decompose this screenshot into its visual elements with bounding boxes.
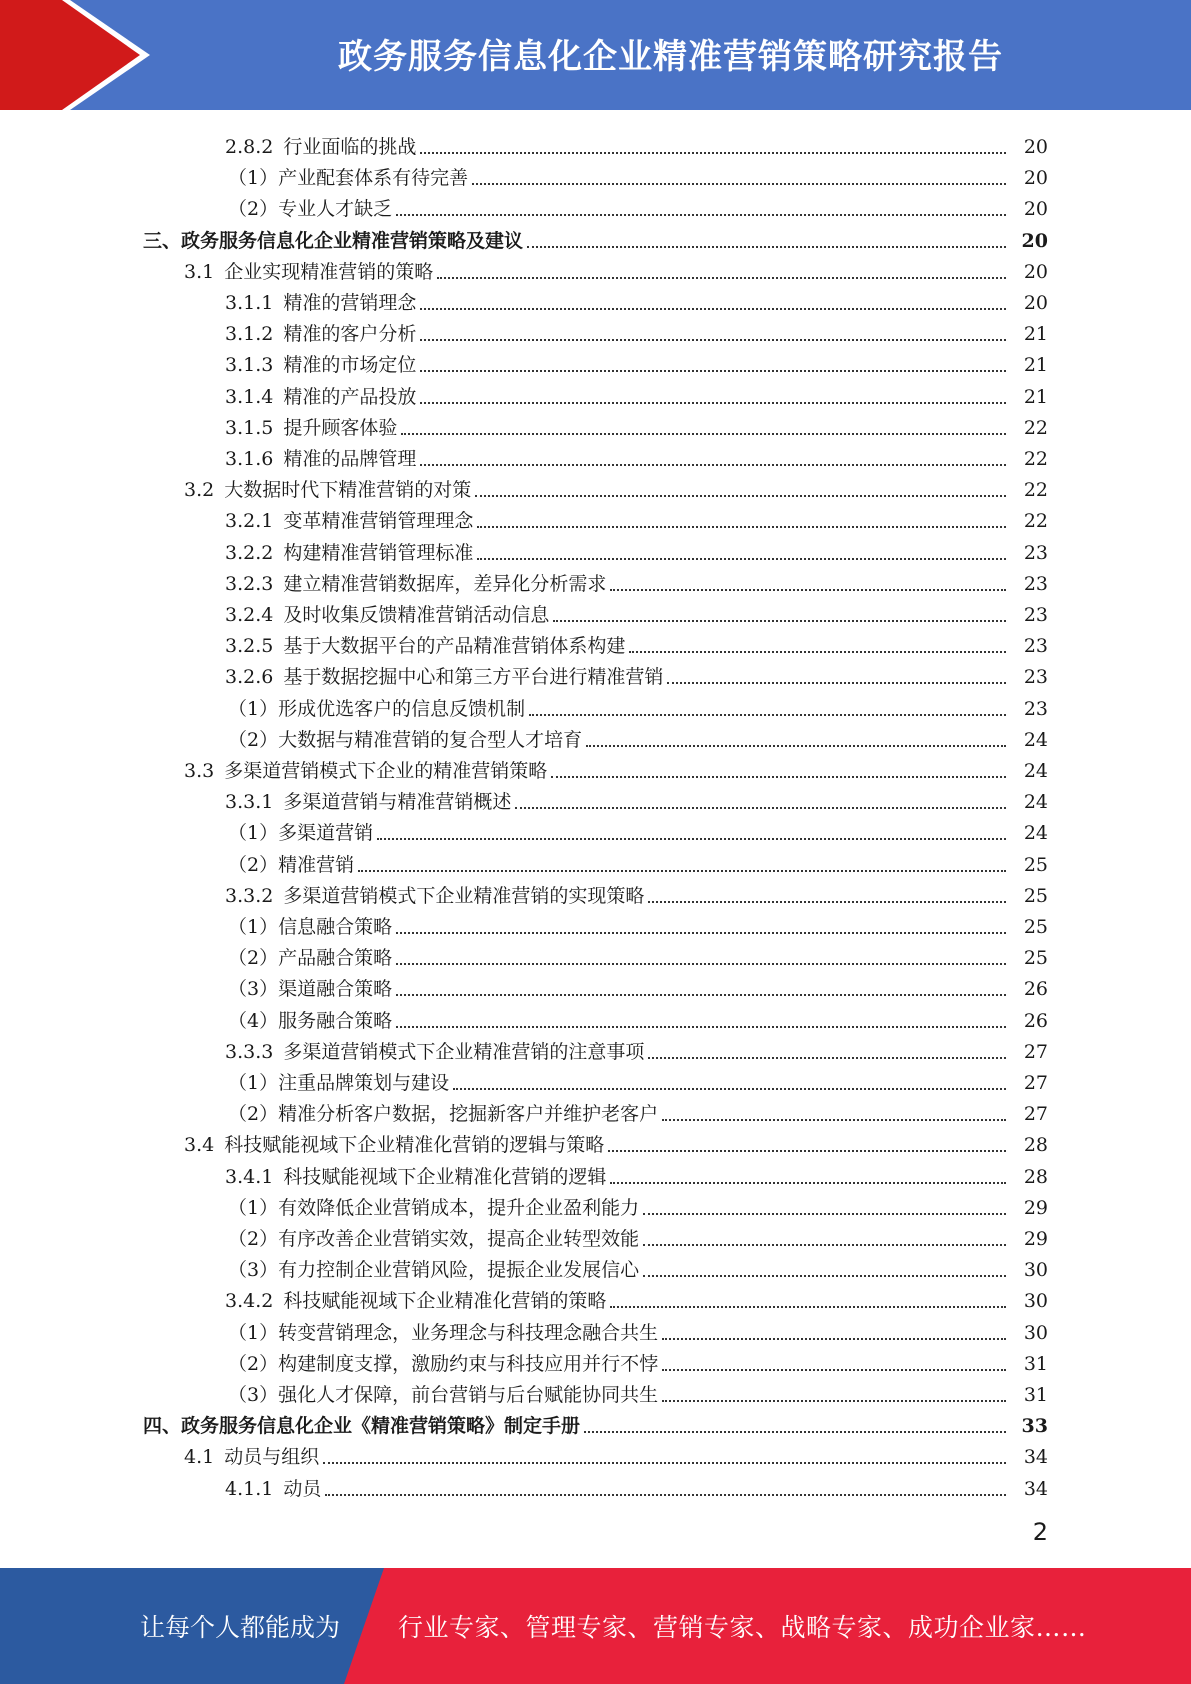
toc-entry-title: 基于大数据平台的产品精准营销体系构建 xyxy=(283,635,626,658)
toc-dot-leader xyxy=(529,712,1006,716)
toc-entry-number: 3.2 xyxy=(184,479,215,502)
toc-entry-page: 23 xyxy=(1023,697,1048,720)
toc-entry-title: 动员与组织 xyxy=(224,1446,320,1469)
toc-entry-page: 27 xyxy=(1023,1040,1048,1063)
toc-dot-leader xyxy=(553,618,1006,622)
toc-entry-number: （1） xyxy=(228,1321,279,1344)
toc-dot-leader xyxy=(643,1211,1006,1215)
toc-entry-title: 专业人才缺乏 xyxy=(278,198,393,221)
toc-entry-page: 20 xyxy=(1023,292,1048,314)
toc-entry-number: 四、 xyxy=(143,1415,182,1438)
toc-entry-page: 30 xyxy=(1023,1259,1048,1282)
toc-dot-leader xyxy=(475,493,1006,497)
toc-entry-page: 20 xyxy=(1023,167,1048,190)
toc-entry-number: （1） xyxy=(228,1072,279,1094)
toc-entry[interactable] xyxy=(0,1095,1191,1126)
toc-entry-number: （2） xyxy=(228,1352,279,1375)
toc-dot-leader xyxy=(420,306,1006,310)
toc-entry-page: 23 xyxy=(1023,635,1048,658)
toc-entry-title: 服务融合策略 xyxy=(278,1009,393,1032)
toc-entry[interactable] xyxy=(0,970,1191,1001)
toc-dot-leader xyxy=(437,275,1006,279)
toc-dot-leader xyxy=(551,774,1006,778)
toc-entry[interactable] xyxy=(0,471,1191,502)
toc-dot-leader xyxy=(515,805,1006,809)
toc-entry-number: 3.1.4 xyxy=(225,385,274,408)
toc-entry[interactable] xyxy=(0,440,1191,471)
toc-entry[interactable] xyxy=(0,1158,1191,1189)
toc-dot-leader xyxy=(453,1086,1006,1090)
toc-entry-page: 29 xyxy=(1023,1196,1048,1219)
toc-dot-leader xyxy=(420,337,1006,341)
toc-entry-title: 企业实现精准营销的策略 xyxy=(224,260,434,283)
toc-entry-number: 3.1.3 xyxy=(225,354,274,377)
toc-dot-leader xyxy=(396,1024,1006,1028)
toc-entry-page: 20 xyxy=(1021,229,1048,252)
toc-dot-leader xyxy=(662,1367,1006,1371)
toc-entry-page: 25 xyxy=(1023,853,1048,876)
toc-entry-number: 3.2.6 xyxy=(225,666,274,689)
toc-entry-title: 有序改善企业营销实效，提高企业转型效能 xyxy=(278,1228,640,1250)
toc-entry[interactable] xyxy=(0,1345,1191,1376)
toc-entry[interactable] xyxy=(0,1189,1191,1220)
toc-entry-page: 24 xyxy=(1023,822,1048,845)
toc-entry-title: 大数据与精准营销的复合型人才培育 xyxy=(278,728,583,751)
toc-entry-page: 22 xyxy=(1023,479,1048,502)
toc-dot-leader xyxy=(608,1148,1006,1152)
toc-entry-page: 23 xyxy=(1023,572,1048,595)
toc-entry-title: 大数据时代下精准营销的对策 xyxy=(224,479,472,502)
toc-entry-number: （3） xyxy=(228,1259,279,1282)
toc-dot-leader xyxy=(610,587,1006,591)
toc-dot-leader xyxy=(610,1180,1006,1184)
toc-entry[interactable] xyxy=(0,159,1191,190)
toc-entry-page: 21 xyxy=(1023,354,1048,377)
toc-entry[interactable] xyxy=(0,284,1191,315)
toc-entry-title: 精准的营销理念 xyxy=(283,292,417,314)
toc-entry-number: 3.2.2 xyxy=(225,541,274,564)
toc-entry[interactable] xyxy=(0,1002,1191,1033)
toc-entry-page: 20 xyxy=(1023,260,1048,283)
toc-entry-number: 三、 xyxy=(143,229,182,252)
toc-dot-leader xyxy=(358,868,1006,872)
toc-dot-leader xyxy=(643,1242,1006,1246)
toc-entry-number: 4.1.1 xyxy=(225,1477,274,1500)
toc-entry[interactable] xyxy=(0,1407,1191,1438)
toc-entry-page: 27 xyxy=(1023,1072,1048,1094)
toc-entry[interactable] xyxy=(0,190,1191,221)
toc-entry[interactable] xyxy=(0,1376,1191,1407)
toc-entry-title: 精准分析客户数据，挖掘新客户并维护老客户 xyxy=(278,1103,659,1126)
toc-dot-leader xyxy=(420,400,1006,404)
header-title: 政务服务信息化企业精准营销策略研究报告 xyxy=(338,36,1003,77)
toc-entry-number: （2） xyxy=(228,947,279,970)
toc-entry-number: （3） xyxy=(228,978,279,1001)
toc-entry[interactable] xyxy=(0,502,1191,533)
toc-entry-title: 构建精准营销管理标准 xyxy=(283,541,474,564)
toc-entry-page: 22 xyxy=(1023,510,1048,533)
toc-entry-title: 构建制度支撑，激励约束与科技应用并行不悖 xyxy=(278,1352,659,1375)
toc-entry-number: （2） xyxy=(228,728,279,751)
toc-entry-page: 28 xyxy=(1023,1134,1048,1157)
toc-entry-page: 34 xyxy=(1023,1477,1048,1500)
toc-entry-page: 31 xyxy=(1023,1384,1048,1406)
toc-dot-leader xyxy=(377,836,1006,840)
toc-dot-leader xyxy=(662,1398,1006,1402)
toc-entry-page: 20 xyxy=(1023,198,1048,221)
toc-entry-title: 行业面临的挑战 xyxy=(283,136,417,158)
page-number: 2 xyxy=(1032,1518,1048,1546)
toc-entry-number: 4.1 xyxy=(184,1446,215,1469)
toc-entry-number: （3） xyxy=(228,1384,279,1406)
toc-entry-title: 精准营销 xyxy=(278,853,355,876)
toc-entry-title: 有力控制企业营销风险，提振企业发展信心 xyxy=(278,1259,640,1282)
toc-entry-number: 3.2.3 xyxy=(225,572,274,595)
toc-entry-title: 精准的品牌管理 xyxy=(283,448,417,470)
toc-dot-leader xyxy=(396,212,1006,216)
page-header xyxy=(0,0,1191,110)
toc-entry[interactable] xyxy=(0,721,1191,752)
toc-entry-title: 科技赋能视域下企业精准化营销的逻辑与策略 xyxy=(224,1134,605,1157)
toc-dot-leader xyxy=(648,1055,1006,1059)
toc-entry[interactable] xyxy=(0,565,1191,596)
toc-entry[interactable] xyxy=(0,1033,1191,1064)
toc-entry-title: 产业配套体系有待完善 xyxy=(278,167,469,190)
toc-entry-title: 多渠道营销 xyxy=(278,822,374,845)
toc-dot-leader xyxy=(610,1304,1006,1308)
toc-dot-leader xyxy=(420,150,1006,154)
toc-entry-page: 25 xyxy=(1023,947,1048,970)
toc-entry-title: 精准的产品投放 xyxy=(283,385,417,408)
toc-dot-leader xyxy=(477,524,1006,528)
toc-entry-number: （4） xyxy=(228,1009,279,1032)
toc-entry-page: 24 xyxy=(1023,728,1048,751)
toc-entry[interactable] xyxy=(0,1470,1191,1501)
toc-dot-leader xyxy=(472,181,1006,185)
toc-entry-title: 动员 xyxy=(283,1477,322,1500)
toc-dot-leader xyxy=(629,649,1006,653)
toc-entry[interactable] xyxy=(0,1251,1191,1282)
toc-dot-leader xyxy=(662,1336,1006,1340)
toc-entry[interactable] xyxy=(0,534,1191,565)
toc-entry-number: 3.2.5 xyxy=(225,635,274,658)
toc-dot-leader xyxy=(643,1273,1006,1277)
toc-entry[interactable] xyxy=(0,846,1191,877)
toc-entry-page: 26 xyxy=(1023,1009,1048,1032)
toc-entry-page: 34 xyxy=(1023,1446,1048,1469)
toc-entry-title: 科技赋能视域下企业精准化营销的逻辑 xyxy=(283,1165,607,1188)
toc-entry-title: 渠道融合策略 xyxy=(278,978,393,1001)
toc-entry-page: 22 xyxy=(1023,448,1048,470)
toc-entry-number: 3.1.1 xyxy=(225,292,274,314)
toc-entry-number: （2） xyxy=(228,853,279,876)
toc-entry-page: 31 xyxy=(1023,1352,1048,1375)
toc-entry-title: 多渠道营销与精准营销概述 xyxy=(283,791,512,814)
toc-entry-number: 3.4.1 xyxy=(225,1165,274,1188)
toc-entry-page: 30 xyxy=(1023,1290,1048,1313)
toc-entry-page: 22 xyxy=(1023,416,1048,439)
toc-dot-leader xyxy=(420,368,1006,372)
toc-entry-page: 28 xyxy=(1023,1165,1048,1188)
toc-entry[interactable] xyxy=(0,222,1191,253)
toc-dot-leader xyxy=(662,1117,1006,1121)
toc-entry-number: （1） xyxy=(228,822,279,845)
toc-entry-page: 20 xyxy=(1023,136,1048,158)
toc-entry[interactable] xyxy=(0,128,1191,159)
toc-entry-page: 27 xyxy=(1023,1103,1048,1126)
toc-entry-number: （2） xyxy=(228,198,279,221)
toc-dot-leader xyxy=(401,431,1006,435)
toc-entry-page: 24 xyxy=(1023,791,1048,814)
toc-entry-title: 政务服务信息化企业《精准营销策略》制定手册 xyxy=(181,1415,581,1438)
footer-slogan-left: 让每个人都能成为 xyxy=(140,1613,341,1642)
toc-entry-number: 3.4 xyxy=(184,1134,215,1157)
toc-entry-title: 多渠道营销模式下企业精准营销的实现策略 xyxy=(283,884,645,907)
toc-entry-number: 3.4.2 xyxy=(225,1290,274,1313)
toc-entry-title: 多渠道营销模式下企业的精准营销策略 xyxy=(224,760,548,782)
toc-entry[interactable] xyxy=(0,752,1191,783)
toc-entry-title: 多渠道营销模式下企业精准营销的注意事项 xyxy=(283,1040,645,1063)
toc-entry-number: （1） xyxy=(228,697,279,720)
toc-entry-page: 26 xyxy=(1023,978,1048,1001)
toc-dot-leader xyxy=(323,1460,1006,1464)
toc-entry-number: 3.2.1 xyxy=(225,510,274,533)
toc-entry-page: 21 xyxy=(1023,385,1048,408)
toc-entry-number: 3.1 xyxy=(184,260,215,283)
toc-dot-leader xyxy=(584,1429,1006,1433)
toc-entry[interactable] xyxy=(0,658,1191,689)
footer-slogan-right: 行业专家、管理专家、营销专家、战略专家、成功企业家…… xyxy=(398,1613,1087,1642)
toc-entry-page: 23 xyxy=(1023,666,1048,689)
toc-entry-number: 3.1.5 xyxy=(225,416,274,439)
toc-entry-page: 23 xyxy=(1023,604,1048,626)
toc-entry-title: 形成优选客户的信息反馈机制 xyxy=(278,697,526,720)
toc-entry-number: 3.3.1 xyxy=(225,791,274,814)
toc-entry-number: 3.1.2 xyxy=(225,323,274,346)
toc-entry-title: 信息融合策略 xyxy=(278,916,393,938)
toc-entry-number: （1） xyxy=(228,1196,279,1219)
toc-entry-title: 及时收集反馈精准营销活动信息 xyxy=(283,604,550,626)
toc-entry[interactable] xyxy=(0,253,1191,284)
toc-entry[interactable] xyxy=(0,1064,1191,1095)
toc-entry[interactable] xyxy=(0,814,1191,845)
toc-entry-number: （2） xyxy=(228,1103,279,1126)
toc-entry[interactable] xyxy=(0,690,1191,721)
toc-entry-title: 精准的客户分析 xyxy=(283,323,417,346)
toc-entry[interactable] xyxy=(0,908,1191,939)
toc-entry-page: 29 xyxy=(1023,1228,1048,1250)
toc-entry-page: 33 xyxy=(1021,1415,1048,1438)
toc-dot-leader xyxy=(667,680,1006,684)
toc-entry[interactable] xyxy=(0,378,1191,409)
toc-dot-leader xyxy=(527,244,1006,248)
toc-entry-title: 政务服务信息化企业精准营销策略及建议 xyxy=(181,229,524,252)
toc-entry[interactable] xyxy=(0,783,1191,814)
toc-dot-leader xyxy=(325,1492,1006,1496)
toc-entry-title: 注重品牌策划与建设 xyxy=(278,1072,450,1094)
toc-entry[interactable] xyxy=(0,346,1191,377)
toc-entry-title: 强化人才保障，前台营销与后台赋能协同共生 xyxy=(278,1384,659,1406)
toc-entry[interactable] xyxy=(0,1438,1191,1469)
toc-dot-leader xyxy=(396,961,1006,965)
toc-entry-number: 3.3 xyxy=(184,760,215,782)
toc-entry[interactable] xyxy=(0,1314,1191,1345)
toc-entry-page: 24 xyxy=(1023,760,1048,782)
toc-entry[interactable] xyxy=(0,627,1191,658)
toc-entry[interactable] xyxy=(0,1126,1191,1157)
toc-entry-number: 3.3.3 xyxy=(225,1040,274,1063)
toc-dot-leader xyxy=(586,743,1006,747)
toc-entry-number: 3.3.2 xyxy=(225,884,274,907)
toc-dot-leader xyxy=(396,992,1006,996)
toc-entry-page: 30 xyxy=(1023,1321,1048,1344)
toc-entry-title: 建立精准营销数据库，差异化分析需求 xyxy=(283,572,607,595)
toc-entry[interactable] xyxy=(0,1220,1191,1251)
toc-entry-title: 提升顾客体验 xyxy=(283,416,398,439)
toc-entry-title: 有效降低企业营销成本，提升企业盈利能力 xyxy=(278,1196,640,1219)
toc-entry-page: 25 xyxy=(1023,884,1048,907)
toc-dot-leader xyxy=(396,930,1006,934)
toc-entry-title: 基于数据挖掘中心和第三方平台进行精准营销 xyxy=(283,666,664,689)
toc-entry[interactable] xyxy=(0,939,1191,970)
toc-dot-leader xyxy=(648,899,1006,903)
toc-entry-number: 3.2.4 xyxy=(225,604,274,626)
toc-entry[interactable] xyxy=(0,1282,1191,1313)
toc-entry-number: （2） xyxy=(228,1228,279,1250)
toc-entry-number: 2.8.2 xyxy=(225,136,274,158)
toc-entry[interactable] xyxy=(0,315,1191,346)
toc-entry-page: 21 xyxy=(1023,323,1048,346)
toc-entry-page: 25 xyxy=(1023,916,1048,938)
toc-entry-title: 产品融合策略 xyxy=(278,947,393,970)
header-chevron-decoration xyxy=(0,0,160,110)
toc-entry-number: （1） xyxy=(228,167,279,190)
page-footer xyxy=(0,1568,1191,1684)
toc-entry-title: 精准的市场定位 xyxy=(283,354,417,377)
toc-entry[interactable] xyxy=(0,596,1191,627)
toc-entry-title: 转变营销理念，业务理念与科技理念融合共生 xyxy=(278,1321,659,1344)
toc-entry-number: （1） xyxy=(228,916,279,938)
toc-entry[interactable] xyxy=(0,877,1191,908)
toc-dot-leader xyxy=(477,556,1006,560)
toc-entry[interactable] xyxy=(0,409,1191,440)
toc-dot-leader xyxy=(420,462,1006,466)
toc-entry-number: 3.1.6 xyxy=(225,448,274,470)
toc-entry-page: 23 xyxy=(1023,541,1048,564)
toc-entry-title: 科技赋能视域下企业精准化营销的策略 xyxy=(283,1290,607,1313)
toc-entry-title: 变革精准营销管理理念 xyxy=(283,510,474,533)
